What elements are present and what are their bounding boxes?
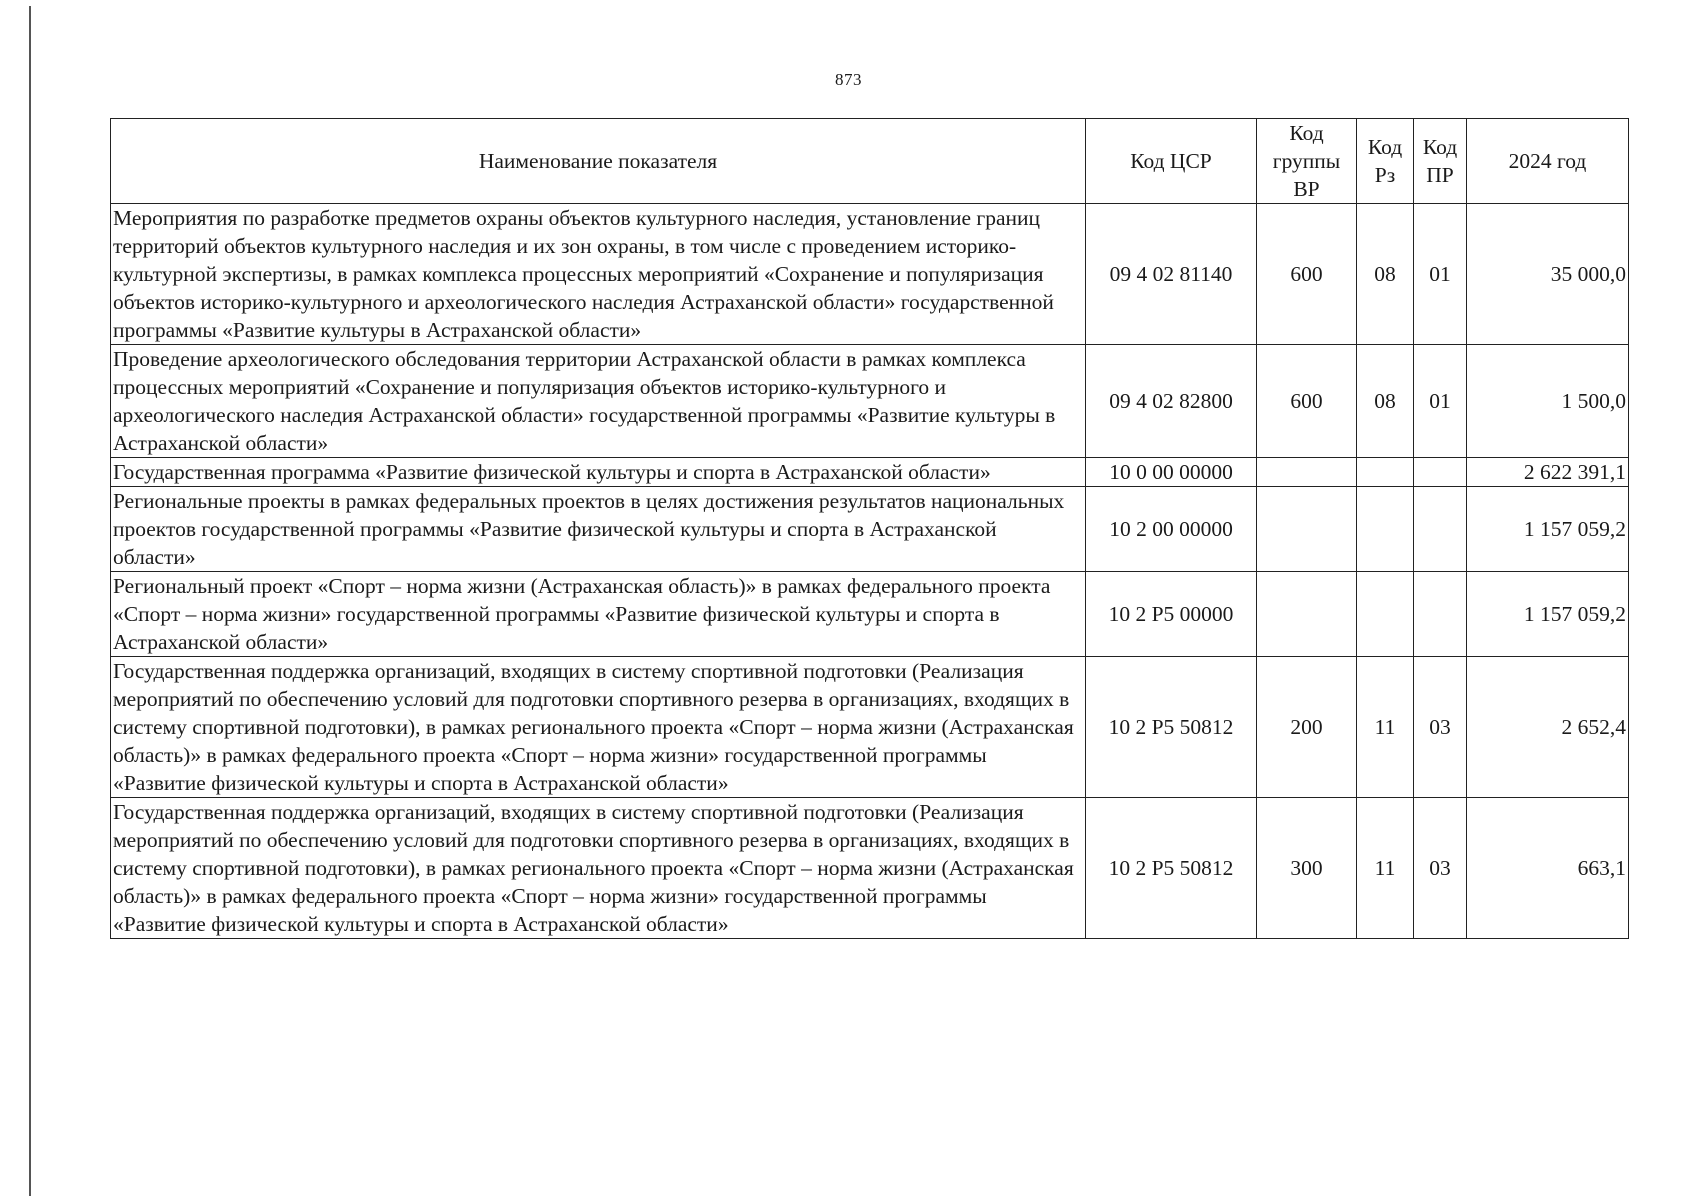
row-pr — [1414, 487, 1467, 572]
row-pr: 03 — [1414, 798, 1467, 939]
row-pr: 03 — [1414, 657, 1467, 798]
row-amount: 1 157 059,2 — [1467, 572, 1629, 657]
row-name: Региональные проекты в рамках федеральных проектов в целях достижения результатов национальных проектов государственной программы «Развитие физической культуры и спорта в Астраханской области» — [111, 487, 1086, 572]
header-amount: 2024 год — [1467, 119, 1629, 204]
row-name: Государственная программа «Развитие физической культуры и спорта в Астраханской области» — [111, 458, 1086, 487]
row-vr — [1257, 572, 1357, 657]
row-amount: 2 622 391,1 — [1467, 458, 1629, 487]
row-amount: 35 000,0 — [1467, 204, 1629, 345]
row-rz — [1357, 487, 1414, 572]
row-vr: 300 — [1257, 798, 1357, 939]
table-row — [111, 572, 1629, 657]
row-amount: 2 652,4 — [1467, 657, 1629, 798]
row-pr — [1414, 458, 1467, 487]
row-pr: 01 — [1414, 345, 1467, 458]
header-csr: Код ЦСР — [1086, 119, 1257, 204]
binding-margin-line — [29, 6, 31, 1196]
row-rz: 08 — [1357, 345, 1414, 458]
header-name: Наименование показателя — [111, 119, 1086, 204]
row-amount: 1 157 059,2 — [1467, 487, 1629, 572]
table-row — [111, 458, 1629, 487]
row-csr: 10 2 00 00000 — [1086, 487, 1257, 572]
row-rz — [1357, 458, 1414, 487]
header-pr: Код ПР — [1414, 119, 1467, 204]
row-rz: 11 — [1357, 798, 1414, 939]
row-pr: 01 — [1414, 204, 1467, 345]
row-csr: 09 4 02 81140 — [1086, 204, 1257, 345]
table-header-row — [111, 119, 1629, 204]
table-row — [111, 657, 1629, 798]
row-vr — [1257, 458, 1357, 487]
header-rz: Код Рз — [1357, 119, 1414, 204]
row-vr: 600 — [1257, 345, 1357, 458]
row-csr: 10 2 P5 50812 — [1086, 657, 1257, 798]
row-rz — [1357, 572, 1414, 657]
table-row — [111, 204, 1629, 345]
row-rz: 11 — [1357, 657, 1414, 798]
row-rz: 08 — [1357, 204, 1414, 345]
row-vr — [1257, 487, 1357, 572]
row-name: Проведение археологического обследования территории Астраханской области в рамках комплекса процессных мероприятий «Сохранение и популяризация объектов историко-культурного и археологического наследия Астраханской области» государственной программы «Развитие культуры в Астраханской области» — [111, 345, 1086, 458]
row-csr: 10 2 P5 50812 — [1086, 798, 1257, 939]
row-pr — [1414, 572, 1467, 657]
page-number: 873 — [835, 70, 862, 89]
table-row — [111, 487, 1629, 572]
row-name: Государственная поддержка организаций, входящих в систему спортивной подготовки (Реализация мероприятий по обеспечению условий для подготовки спортивного резерва в организациях, входящих в систему спортивной подготовки), в рамках регионального проекта «Спорт – норма жизни (Астраханская область)» в рамках федерального проекта «Спорт – норма жизни» государственной программы «Развитие физической культуры и спорта в Астраханской области» — [111, 798, 1086, 939]
row-name: Мероприятия по разработке предметов охраны объектов культурного наследия, установление границ территорий объектов культурного наследия и их зон охраны, в том числе с проведением историко-культурной экспертизы, в рамках комплекса процессных мероприятий «Сохранение и популяризация объектов историко-культурного и археологического наследия Астраханской области» государственной программы «Развитие культуры в Астраханской области» — [111, 204, 1086, 345]
row-amount: 663,1 — [1467, 798, 1629, 939]
header-vr: Код группы ВР — [1257, 119, 1357, 204]
row-csr: 10 2 P5 00000 — [1086, 572, 1257, 657]
table-row — [111, 345, 1629, 458]
budget-table — [110, 118, 1629, 939]
row-csr: 09 4 02 82800 — [1086, 345, 1257, 458]
row-amount: 1 500,0 — [1467, 345, 1629, 458]
row-vr: 600 — [1257, 204, 1357, 345]
row-name: Государственная поддержка организаций, входящих в систему спортивной подготовки (Реализация мероприятий по обеспечению условий для подготовки спортивного резерва в организациях, входящих в систему спортивной подготовки), в рамках регионального проекта «Спорт – норма жизни (Астраханская область)» в рамках федерального проекта «Спорт – норма жизни» государственной программы «Развитие физической культуры и спорта в Астраханской области» — [111, 657, 1086, 798]
row-csr: 10 0 00 00000 — [1086, 458, 1257, 487]
row-vr: 200 — [1257, 657, 1357, 798]
row-name: Региональный проект «Спорт – норма жизни (Астраханская область)» в рамках федерального проекта «Спорт – норма жизни» государственной программы «Развитие физической культуры и спорта в Астраханской области» — [111, 572, 1086, 657]
table-row — [111, 798, 1629, 939]
